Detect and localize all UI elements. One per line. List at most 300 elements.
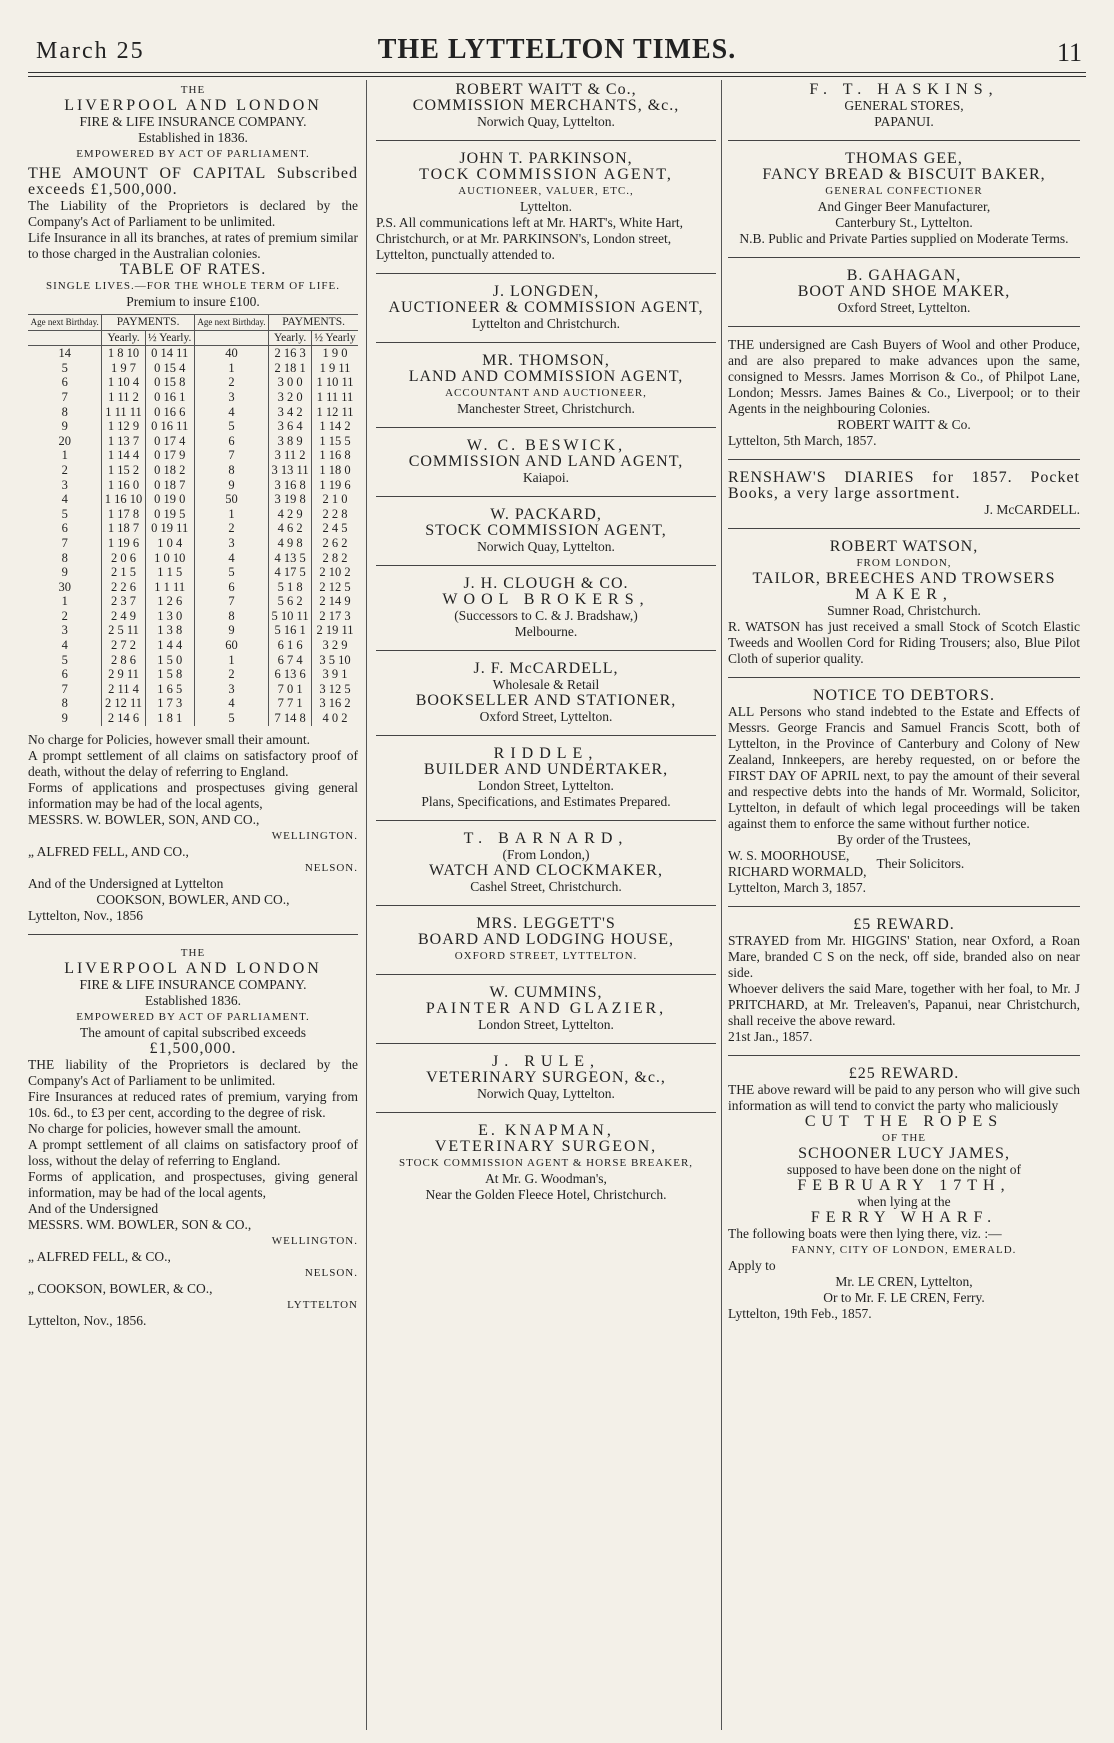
rate-cell: 50 (194, 492, 268, 507)
rate-cell: 3 19 8 (269, 492, 312, 507)
capital-line: The amount of capital subscribed exceeds (79, 1024, 307, 1040)
company-subtitle: FIRE & LIFE INSURANCE COMPANY. (79, 976, 307, 992)
rate-cell: 2 1 0 (311, 492, 358, 507)
trustees-names (728, 848, 867, 880)
trustee-2: RICHARD WORMALD, (728, 864, 867, 879)
rate-cell: 4 (194, 405, 268, 420)
ad-address-2: Near the Golden Fleece Hotel, Christchurch. (425, 1187, 667, 1202)
column-2 (376, 82, 716, 1732)
rate-cell: 1 8 10 (102, 346, 145, 361)
rate-row (28, 551, 358, 566)
ad-watson (728, 539, 1080, 667)
rate-cell: 4 (194, 551, 268, 566)
rate-cell: 0 19 11 (145, 521, 194, 536)
rate-row (28, 638, 358, 653)
rate-cell: 1 14 2 (311, 419, 358, 434)
age-header: Age next Birthday. (28, 315, 102, 331)
ad-name: ROBERT WAITT & Co., (455, 82, 637, 98)
capital-heading: THE AMOUNT OF CAPITAL Subscribed exceeds £1,500,000. (28, 165, 358, 198)
rate-cell: 2 (194, 667, 268, 682)
notice-date: Lyttelton, March 3, 1857. (728, 880, 866, 895)
rate-cell: 6 (194, 580, 268, 595)
rate-cell: 2 12 5 (311, 580, 358, 595)
separator (376, 735, 716, 736)
rate-cell: 5 6 2 (269, 594, 312, 609)
company-name: LIVERPOOL AND LONDON (64, 959, 322, 977)
rate-cell: 1 17 8 (102, 507, 145, 522)
ad-mccardell (376, 661, 716, 725)
rate-cell: 4 17 5 (269, 565, 312, 580)
rate-cell: 1 5 8 (145, 667, 194, 682)
no-charge-note: No charge for Policies, however small their amount. (28, 731, 311, 747)
rate-cell: 3 16 2 (311, 696, 358, 711)
ad-trade: BUILDER AND UNDERTAKER, (423, 761, 669, 778)
ad-trade: GENERAL STORES, (844, 98, 964, 113)
ad-subtrade: (From London,) (502, 847, 590, 862)
ad-address: Lyttelton and Christchurch. (471, 316, 621, 331)
ad-waitt-wool (728, 337, 1080, 449)
issue-date: March 25 (36, 38, 145, 64)
ad-the: THE (180, 946, 206, 959)
ad-body: RENSHAW'S DIARIES for 1857. Pocket Books, a very large assortment. (728, 469, 1080, 502)
rate-row (28, 521, 358, 536)
rate-cell: 1 10 4 (102, 375, 145, 390)
rate-cell: 3 (194, 390, 268, 405)
agent-place: WELLINGTON. (271, 829, 358, 842)
rate-cell: 4 9 8 (269, 536, 312, 551)
rate-row (28, 507, 358, 522)
rate-cell: 3 9 1 (311, 667, 358, 682)
ad-address: Oxford Street, Lyttelton. (837, 300, 971, 315)
rate-cell: 3 (61, 623, 68, 638)
ad-address: Norwich Quay, Lyttelton. (477, 539, 615, 554)
rate-cell: 0 17 9 (145, 448, 194, 463)
rate-cell: 7 (194, 594, 268, 609)
ad-gahagan (728, 268, 1080, 316)
separator (376, 1112, 716, 1113)
boat-names: FANNY, CITY OF LONDON, EMERALD. (791, 1244, 1017, 1256)
rate-cell: 1 14 4 (102, 448, 145, 463)
agent-lyttelton: COOKSON, BOWLER, AND CO., (96, 891, 290, 907)
ad-name: JOHN T. PARKINSON, (459, 150, 633, 167)
ad-date: Lyttelton, 5th March, 1857. (728, 433, 877, 448)
ad-body: R. WATSON has just received a small Stock of Scotch Elastic Tweeds and Woollen Cord for Riding Trousers; also, Blue Pilot Cloth of superior quality. (728, 619, 1080, 666)
ad-longden (376, 284, 716, 332)
agent-nelson: „ ALFRED FELL, AND CO., (28, 843, 189, 859)
separator (376, 496, 716, 497)
rate-cell: 6 (61, 375, 68, 390)
notice-order: By order of the Trustees, (837, 832, 971, 847)
ad-address: Canterbury St., Lyttelton. (835, 215, 973, 230)
rate-cell: 6 7 4 (269, 653, 312, 668)
ad-date: Lyttelton, Nov., 1856. (28, 1312, 147, 1328)
solicitors-label: Their Solicitors. (876, 856, 965, 871)
rate-cell: 5 1 8 (269, 580, 312, 595)
reward-line: supposed to have been done on the night of (787, 1162, 1021, 1177)
ad-riddle (376, 746, 716, 810)
liability-text: THE liability of the Proprietors is declared by the Company's Act of Parliament to be unlimited. (28, 1056, 358, 1088)
separator (728, 677, 1080, 678)
agent-place: NELSON. (304, 861, 358, 874)
separator (376, 1043, 716, 1044)
column-rule-2 (721, 80, 722, 1730)
rate-cell: 2 (194, 521, 268, 536)
undersigned-line: And of the Undersigned at Lyttelton (28, 875, 224, 891)
ad-trade: BOOT AND SHOE MAKER, (797, 283, 1011, 300)
rate-cell: 1 13 7 (102, 434, 145, 449)
rate-cell: 0 18 7 (145, 478, 194, 493)
rate-row (28, 565, 358, 580)
ad-name: MRS. LEGGETT'S (476, 915, 616, 932)
agent-place: WELLINGTON. (271, 1234, 358, 1247)
rate-cell: 2 0 6 (102, 551, 145, 566)
rate-cell: 2 9 11 (102, 667, 145, 682)
rate-cell: 5 10 11 (269, 609, 312, 624)
rate-cell: 1 3 0 (145, 609, 194, 624)
rate-cell: 9 (194, 478, 268, 493)
rate-cell: 8 (194, 463, 268, 478)
rate-cell: 1 19 6 (102, 536, 145, 551)
agent-lyttelton: „ COOKSON, BOWLER, & CO., (28, 1280, 213, 1296)
rate-cell: 9 (61, 419, 68, 434)
trustees-block (728, 848, 1080, 880)
rate-cell: 0 16 1 (145, 390, 194, 405)
ad-subtrade: (Successors to C. & J. Bradshaw,) (454, 608, 638, 623)
rate-cell: 3 5 10 (311, 653, 358, 668)
rate-row (28, 478, 358, 493)
yearly-header-2: Yearly. (269, 330, 312, 346)
rate-cell: 0 19 5 (145, 507, 194, 522)
rate-cell: 2 1 5 (102, 565, 145, 580)
ad-note: Plans, Specifications, and Estimates Prepared. (421, 794, 671, 809)
separator (728, 906, 1080, 907)
rate-cell: 5 16 1 (269, 623, 312, 638)
rate-cell: 8 (61, 404, 68, 419)
rate-cell: 4 (194, 696, 268, 711)
reward-title: £5 REWARD. (853, 916, 955, 933)
separator (376, 273, 716, 274)
ad-address: Kaiapoi. (522, 470, 570, 485)
rate-cell: 1 11 2 (102, 390, 145, 405)
empowered: EMPOWERED BY ACT OF PARLIAMENT. (76, 148, 310, 160)
rate-cell: 3 12 5 (311, 682, 358, 697)
masthead-rule-2 (28, 76, 1086, 77)
rate-row (28, 623, 358, 638)
rate-cell: 5 (194, 711, 268, 726)
rate-cell: 2 14 9 (311, 594, 358, 609)
rate-row (28, 653, 358, 668)
reward-title: £25 REWARD. (848, 1065, 960, 1082)
separator (376, 905, 716, 906)
ad-packard (376, 507, 716, 555)
rate-cell: 1 12 11 (311, 405, 358, 420)
reward-5 (728, 917, 1080, 1045)
ad-trade: COMMISSION AND LAND AGENT, (408, 453, 684, 470)
rate-cell: 3 2 0 (269, 390, 312, 405)
established: Established 1836. (145, 992, 241, 1008)
rate-cell: 3 6 4 (269, 419, 312, 434)
ad-address: PAPANUI. (874, 114, 934, 129)
rate-cell: 2 4 5 (311, 521, 358, 536)
separator (376, 140, 716, 141)
insurance-ad-1 (28, 82, 358, 924)
empowered: EMPOWERED BY ACT OF PARLIAMENT. (76, 1010, 310, 1023)
rate-cell: 0 15 4 (145, 361, 194, 376)
rate-cell: 1 16 8 (311, 448, 358, 463)
rate-cell: 4 (61, 492, 68, 507)
ad-signature: J. McCARDELL. (984, 502, 1080, 517)
ad-knapman (376, 1123, 716, 1203)
rate-cell: 7 14 8 (269, 711, 312, 726)
separator (376, 650, 716, 651)
agent-wellington: MESSRS. WM. BOWLER, SON & CO., (28, 1216, 252, 1232)
rate-cell: 2 (61, 608, 68, 623)
notice-body: ALL Persons who stand indebted to the Estate and Effects of Messrs. George Francis and Samuel Francis Scott, both of Lyttelton, in the Province of Canterbury and Colony of New Zealand, Innkeepers, are hereby requested, on or before the FIRST DAY OF APRIL next, to pay the amount of their several and respective debts into the hands of Mr. Wormald, Solicitor, Lyttelton, in default of which legal proceedings will be taken against them to enforce the same without further notice. (728, 704, 1080, 831)
rate-row (28, 711, 358, 726)
table-title: TABLE OF RATES. (119, 261, 267, 278)
table-header-row (28, 315, 358, 331)
rate-cell: 1 (61, 448, 68, 463)
rate-cell: 1 0 10 (145, 551, 194, 566)
reward-line: FERRY WHARF. (810, 1209, 998, 1226)
ad-trade: WOOL BROKERS, (442, 591, 650, 608)
ad-name: ROBERT WATSON, (829, 538, 979, 555)
reward-body-2: Whoever delivers the said Mare, together with her foal, to Mr. J PRITCHARD, at Mr. Treleaven's, Papanui, near Christchurch, shall receive the above reward. (728, 981, 1080, 1028)
half-yearly-header-2: ½ Yearly (311, 330, 358, 346)
reward-body: THE above reward will be paid to any person who will give such information as will tend to convict the party who maliciously (728, 1082, 1080, 1113)
reward-date: 21st Jan., 1857. (728, 1029, 813, 1044)
reward-date: Lyttelton, 19th Feb., 1857. (728, 1306, 872, 1321)
rate-cell: 7 (61, 389, 68, 404)
undersigned-line: And of the Undersigned (28, 1200, 159, 1216)
table-subtitle: SINGLE LIVES.—FOR THE WHOLE TERM OF LIFE. (46, 280, 340, 292)
rate-row (28, 609, 358, 624)
ad-subtrade: Wholesale & Retail (492, 677, 600, 692)
forms-note: Forms of application, and prospectuses, giving general information, may be had of the local agents, (28, 1168, 358, 1200)
rate-cell: 4 (61, 638, 68, 653)
rate-cell: 1 0 4 (145, 536, 194, 551)
ad-trade: FANCY BREAD & BISCUIT BAKER, (762, 166, 1046, 183)
liability-text: The Liability of the Proprietors is declared by the Company's Act of Parliament to be unlimited. (28, 198, 358, 229)
agent-place: NELSON. (304, 1266, 358, 1279)
rate-row (28, 492, 358, 507)
ad-renshaw (728, 470, 1080, 518)
rate-cell: 7 0 1 (269, 682, 312, 697)
reward-line: CUT THE ROPES (804, 1113, 1004, 1130)
forms-note: Forms of applications and prospectuses giving general information may be had of the local agents, (28, 779, 358, 811)
rate-cell: 4 2 9 (269, 507, 312, 522)
agent-nelson: „ ALFRED FELL, & CO., (28, 1248, 171, 1264)
ad-thomson (376, 353, 716, 417)
ad-leggett (376, 916, 716, 964)
rate-cell: 8 (194, 609, 268, 624)
rate-row (28, 419, 358, 434)
ad-trade: VETERINARY SURGEON, (434, 1138, 658, 1155)
rate-cell: 5 (194, 419, 268, 434)
rate-cell: 1 11 11 (311, 390, 358, 405)
rate-row (28, 682, 358, 697)
established: Established in 1836. (138, 130, 248, 145)
rate-cell: 0 18 2 (145, 463, 194, 478)
rate-cell: 2 4 9 (102, 609, 145, 624)
ad-rule (376, 1054, 716, 1102)
rate-cell: 4 0 2 (311, 711, 358, 726)
ad-name: J. F. McCARDELL, (473, 660, 619, 677)
rate-cell: 0 14 11 (145, 346, 194, 361)
ad-subtrade: STOCK COMMISSION AGENT & HORSE BREAKER, (398, 1157, 694, 1169)
rate-cell: 1 16 0 (102, 478, 145, 493)
trustee-1: W. S. MOORHOUSE, (728, 848, 850, 863)
rate-cell: 30 (58, 579, 71, 594)
ad-trade: VETERINARY SURGEON, &c., (426, 1069, 666, 1086)
rate-row (28, 390, 358, 405)
ad-subtrade: ACCOUNTANT AND AUCTIONEER, (445, 387, 647, 399)
rates-table (28, 314, 358, 726)
rate-cell: 1 4 4 (145, 638, 194, 653)
rate-cell: 6 (61, 667, 68, 682)
company-subtitle: FIRE & LIFE INSURANCE COMPANY. (79, 114, 307, 129)
rate-cell: 3 (194, 536, 268, 551)
rate-cell: 9 (194, 623, 268, 638)
rate-cell: 1 1 11 (145, 580, 194, 595)
ad-gee (728, 151, 1080, 247)
separator (728, 257, 1080, 258)
column-3 (728, 82, 1080, 1732)
rate-cell: 1 19 6 (311, 478, 358, 493)
ad-subtrade-2: And Ginger Beer Manufacturer, (817, 199, 991, 214)
rate-cell: 3 16 8 (269, 478, 312, 493)
ad-name: THOMAS GEE, (845, 150, 963, 167)
rate-cell: 5 (61, 506, 68, 521)
ad-trade: LAND AND COMMISSION AGENT, (408, 368, 684, 385)
rate-cell: 2 18 1 (269, 361, 312, 376)
ad-name: F. T. HASKINS, (809, 82, 999, 98)
rate-cell: 1 7 3 (145, 696, 194, 711)
ad-parkinson (376, 151, 716, 263)
fire-insurance-text: Fire Insurances at reduced rates of premium, varying from 10s. 6d., to £3 per cent, according to the degree of risk. (28, 1088, 358, 1120)
rate-cell: 2 3 7 (102, 594, 145, 609)
column-rule-1 (366, 80, 367, 1730)
masthead-rule (28, 72, 1086, 73)
rate-cell: 1 5 0 (145, 653, 194, 668)
rate-cell: 9 (61, 711, 68, 726)
ad-trade: STOCK COMMISSION AGENT, (425, 522, 667, 539)
rate-row (28, 580, 358, 595)
rate-cell: 1 (194, 507, 268, 522)
rate-cell: 2 19 11 (311, 623, 358, 638)
rate-cell: 1 10 11 (311, 375, 358, 390)
rate-cell: 5 (61, 652, 68, 667)
ad-address: OXFORD STREET, LYTTELTON. (454, 950, 638, 962)
rate-cell: 1 1 5 (145, 565, 194, 580)
ad-address: Oxford Street, Lyttelton. (479, 709, 613, 724)
page-number: 11 (1056, 38, 1082, 67)
rate-row (28, 463, 358, 478)
ad-trade: TAILOR, BREECHES AND TROWSERS (752, 570, 1056, 587)
rate-cell: 2 6 2 (311, 536, 358, 551)
settlement-note: A prompt settlement of all claims on satisfactory proof of loss, without the delay of referring to England. (28, 1136, 358, 1168)
rate-cell: 2 17 3 (311, 609, 358, 624)
notice-to-debtors (728, 688, 1080, 896)
rate-row (28, 696, 358, 711)
column-1 (28, 82, 358, 1732)
rate-cell: 0 15 8 (145, 375, 194, 390)
rate-cell: 2 2 8 (311, 507, 358, 522)
rate-cell: 1 18 0 (311, 463, 358, 478)
payments-header: PAYMENTS. (102, 315, 194, 331)
rate-cell: 1 (194, 361, 268, 376)
rate-cell: 7 (194, 448, 268, 463)
agent-wellington: MESSRS. W. BOWLER, SON, AND CO., (28, 811, 260, 827)
reward-25 (728, 1066, 1080, 1322)
ad-cummins (376, 985, 716, 1033)
no-charge-note: No charge for policies, however small the amount. (28, 1120, 302, 1136)
contact-2: Or to Mr. F. LE CREN, Ferry. (823, 1290, 985, 1305)
rate-cell: 6 (194, 434, 268, 449)
rate-cell: 3 8 9 (269, 434, 312, 449)
insurance-ad-2 (28, 945, 358, 1329)
rate-cell: 4 13 5 (269, 551, 312, 566)
rate-cell: 1 9 11 (311, 361, 358, 376)
half-yearly-header: ½ Yearly. (145, 330, 194, 346)
ad-name: W. CUMMINS, (489, 984, 603, 1001)
rate-cell: 2 11 4 (102, 682, 145, 697)
rate-cell: 3 13 11 (269, 463, 312, 478)
rate-row (28, 346, 358, 361)
agent-place: LYTTELTON (287, 1298, 358, 1311)
rate-cell: 2 (194, 375, 268, 390)
ad-note: N.B. Public and Private Parties supplied on Moderate Terms. (739, 231, 1069, 246)
ad-address: Melbourne. (514, 624, 578, 639)
rate-cell: 0 17 4 (145, 434, 194, 449)
life-insurance-text: Life Insurance in all its branches, at rates of premium similar to those charged in the Australian colonies. (28, 230, 358, 261)
rate-cell: 5 (61, 360, 68, 375)
ad-address: Manchester Street, Christchurch. (457, 401, 635, 416)
rate-cell: 14 (58, 346, 71, 361)
rate-cell: 5 (194, 565, 268, 580)
rate-cell: 2 5 11 (102, 623, 145, 638)
contact-1: Mr. LE CREN, Lyttelton, (835, 1274, 973, 1289)
ad-name: J. RULE, (492, 1053, 600, 1070)
ad-trade: AUCTIONEER & COMMISSION AGENT, (388, 299, 704, 316)
rate-cell: 0 19 0 (145, 492, 194, 507)
rate-row (28, 536, 358, 551)
separator (28, 934, 358, 935)
rate-cell: 1 (61, 594, 68, 609)
newspaper-title: THE LYTTELTON TIMES. (377, 34, 737, 65)
rate-cell: 0 16 11 (145, 419, 194, 434)
rate-cell: 3 2 9 (311, 638, 358, 653)
ad-trade: TOCK COMMISSION AGENT, (419, 166, 673, 183)
ad-subtrade: AUCTIONEER, VALUER, ETC., (458, 185, 634, 197)
apply-to: Apply to (728, 1258, 776, 1273)
yearly-header: Yearly. (102, 330, 145, 346)
rate-row (28, 375, 358, 390)
rate-cell: 0 16 6 (145, 405, 194, 420)
rate-cell: 1 15 2 (102, 463, 145, 478)
rate-cell: 2 14 6 (102, 711, 145, 726)
ad-name: MR. THOMSON, (482, 352, 610, 369)
rate-cell: 3 (61, 477, 68, 492)
rate-row (28, 434, 358, 449)
notice-title: NOTICE TO DEBTORS. (812, 687, 995, 704)
capital-amount: £1,500,000. (149, 1039, 237, 1057)
rate-row (28, 361, 358, 376)
rate-cell: 2 10 2 (311, 565, 358, 580)
rate-cell: 2 (61, 462, 68, 477)
separator (728, 459, 1080, 460)
separator (728, 326, 1080, 327)
